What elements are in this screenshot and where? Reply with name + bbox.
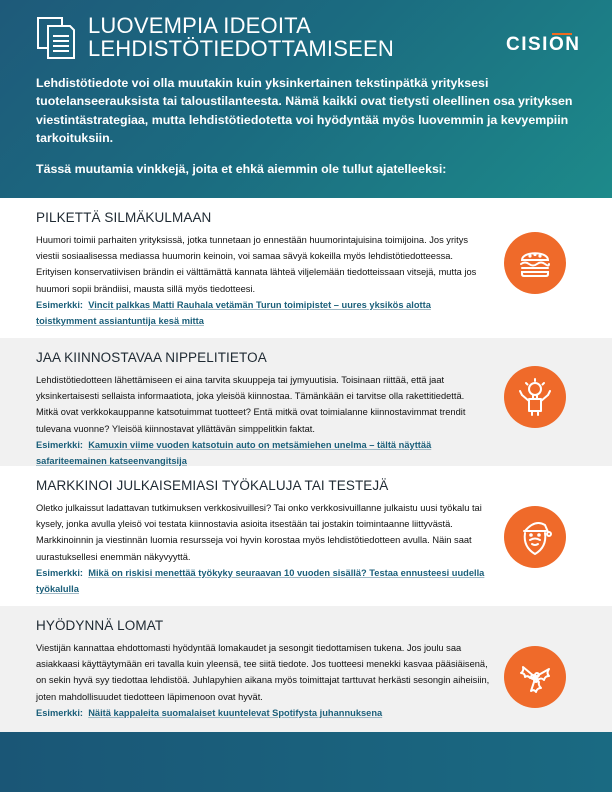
intro-text: Lehdistötiedote voi olla muutakin kuin yksinkertainen tekstinpätkä yrityksesi tuotelanseerauksista tai taloustilanteesta. Nämä kaikki ovat tietysti oleellinen osa yrityksen viestintästrategiaa, mutta lehdistötiedotetta voi hyödyntää myös luovemmin ja kevyempiin tarkoituksiin. (36, 76, 573, 145)
section-body (36, 500, 486, 597)
santa-circle (504, 506, 566, 568)
section-humor (0, 198, 612, 338)
page-title (88, 14, 394, 60)
santa-icon (515, 517, 555, 557)
example-link[interactable]: Kamuxin viime vuoden katsotuin auto on metsämiehen unelma – tältä näyttää safariteemainen katseenvangitsija (36, 439, 432, 467)
title-line-2: LEHDISTÖTIEDOTTAMISEEN (88, 36, 394, 61)
example-link[interactable]: Vincit palkkas Matti Rauhala vetämän Turun toimipistet – uures yksikös alotta toistkymment assiantuntija kesä mitta (36, 299, 431, 327)
section-title: HYÖDYNNÄ LOMAT (36, 618, 164, 633)
holly-circle (504, 646, 566, 708)
section-title: MARKKINOI JULKAISEMIASI TYÖKALUJA TAI TESTEJÄ (36, 478, 389, 493)
section-body (36, 372, 486, 469)
section-holidays (0, 606, 612, 732)
example-label: Esimerkki: (36, 299, 84, 310)
cision-logo: CISION (506, 34, 581, 55)
title-line-1: LUOVEMPIA IDEOITA (88, 13, 312, 38)
example-label: Esimerkki: (36, 439, 84, 450)
example-link[interactable]: Mikä on riskisi menettää työkyky seuraavan 10 vuoden sisällä? Testaa ennusteesi uudella työkalulla (36, 567, 485, 595)
example-label: Esimerkki: (36, 567, 84, 578)
burger-circle (504, 232, 566, 294)
section-body (36, 640, 492, 721)
lead-text: Tässä muutamia vinkkejä, joita et ehkä aiemmin ole tullut ajatelleeksi: (36, 162, 447, 176)
section-title: JAA KIINNOSTAVAA NIPPELITIETOA (36, 350, 267, 365)
footer-band (0, 732, 612, 792)
burger-icon (515, 243, 555, 283)
section-text: Lehdistötiedotteen lähettämiseen ei aina tarvita skuuppeja tai jymyuutisia. Toisinaan riittää, että jaat yksinkertaisesti sellaista informaatiota, joka yleisöä kiinnostaa. Tämänkään ei tarvitse olla rakettitiedettä. Mitkä ovat verkkokauppanne katsotuimmat tuotteet? Entä mitkä ovat toimialanne kiinnostavimmat trendit tulevana vuonne? Yleisöä kiinnostavat yllättävän simppelitkin faktat. (36, 375, 466, 434)
section-tools (0, 466, 612, 606)
section-text: Huumori toimii parhaiten yrityksissä, jotka tunnetaan jo ennestään huumorintajuisina toimijoina. Jos yritys viestii sosiaalisessa mediassa huumorin keinoin, voi samaa sävyä kokeilla myös lehdistötiedotteessa. Erityisen konservatiivisen brändin ei välttämättä kannata lähteä viljelemään tiedotteissaan vitsejä, mutta jos huumori sopii brändiisi, mausta sillä myös tiedotteesi. (36, 235, 477, 294)
section-text: Oletko julkaissut ladattavan tutkimuksen verkkosivuillesi? Tai onko verkkosivuillanne julkaistu uusi työkalu tai kysely, jonka avulla yleisö voi testata kiinnostavia asioita itsestään tai jostakin toimintaanne liittyvästä. Markkinoinnin ja viestinnän luomia resursseja voi hyvin korostaa myös lehdistötiedotteen avulla. Näin saat uurastuksellesi enemmän näkyvyyttä. (36, 503, 482, 562)
lightbulb-person-icon (515, 377, 555, 417)
holly-icon (515, 657, 555, 697)
lightbulb-circle (504, 366, 566, 428)
example-link[interactable]: Näitä kappaleita suomalaiset kuuntelevat Spotifysta juhannuksena (88, 707, 383, 718)
section-title: PILKETTÄ SILMÄKULMAAN (36, 210, 212, 225)
documents-icon (36, 16, 76, 60)
section-body (36, 232, 486, 329)
section-text: Viestijän kannattaa ehdottomasti hyödyntää lomakaudet ja sesongit tiedottamisen tukena. Jos joulu saa asiakkaasi käyttäytymään eri tavalla kuin yleensä, tee siitä tiedote. Jos tuotteesi menekki kasvaa pääsiäisenä, on sekin hyvä syy tiedottaa lehdistöä. Juhlapyhien aikana myös toimittajat tarttuvat herkästi sesongin aiheisiin, joten mahdollisuudet tiedotteen läpimenoon ovat hyvät. (36, 643, 490, 702)
header (0, 0, 612, 198)
section-trivia (0, 338, 612, 466)
example-label: Esimerkki: (36, 707, 84, 718)
